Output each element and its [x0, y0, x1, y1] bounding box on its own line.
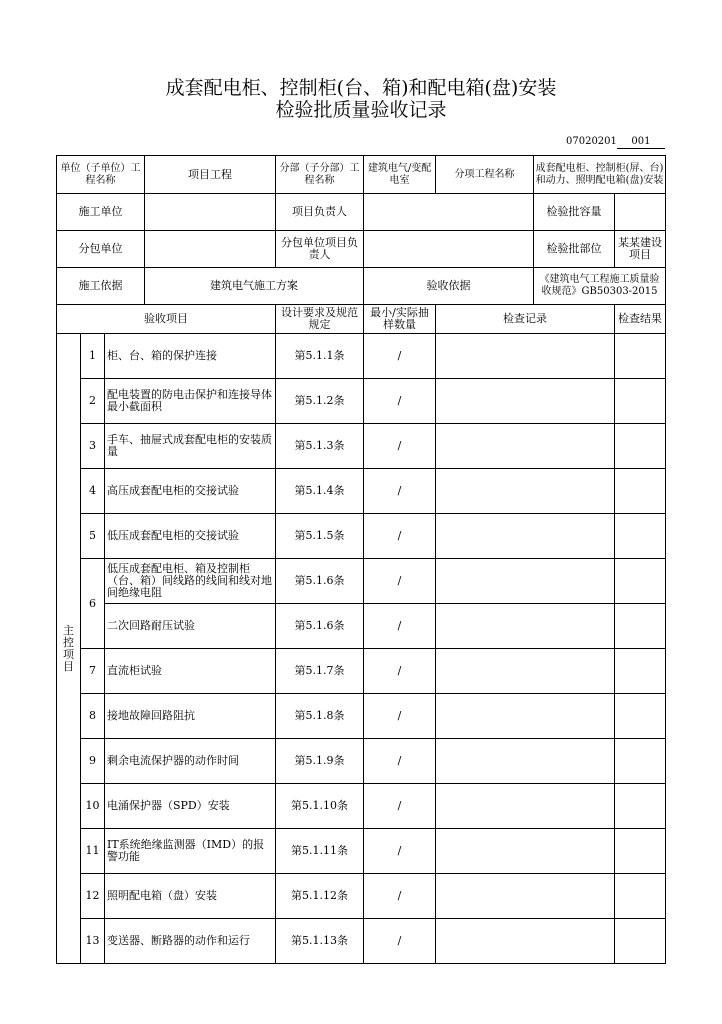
row-item-text: IT系统绝缘监测器（IMD）的报警功能 — [105, 829, 276, 874]
row-result — [615, 379, 666, 424]
table-row — [57, 739, 666, 784]
row-item-text: 高压成套配电柜的交接试验 — [105, 469, 276, 514]
row-sample: / — [364, 514, 436, 559]
contractor-value — [145, 194, 276, 231]
row-clause: 第5.1.6条 — [276, 604, 364, 649]
row-result — [615, 334, 666, 379]
project-label: 项目工程 — [145, 156, 276, 194]
row-number: 8 — [81, 694, 105, 739]
row-record — [436, 379, 615, 424]
row-clause: 第5.1.4条 — [276, 469, 364, 514]
pm-value — [364, 194, 534, 231]
row-record — [436, 829, 615, 874]
batch-capacity-value — [615, 194, 666, 231]
col-sample-header: 最小/实际抽样数量 — [364, 305, 436, 334]
row-record — [436, 514, 615, 559]
row-number: 7 — [81, 649, 105, 694]
table-row — [57, 379, 666, 424]
row-clause: 第5.1.13条 — [276, 919, 364, 964]
table-row — [57, 604, 666, 649]
item-name-label: 分项工程名称 — [436, 156, 534, 194]
accept-basis-label: 验收依据 — [364, 268, 534, 305]
basis-value: 建筑电气施工方案 — [145, 268, 364, 305]
row-item-text: 电涌保护器（SPD）安装 — [105, 784, 276, 829]
item-name-value: 成套配电柜、控制柜(屏、台)和动力、照明配电箱(盘)安装 — [534, 156, 666, 194]
row-result — [615, 514, 666, 559]
row-number: 11 — [81, 829, 105, 874]
row-record — [436, 604, 615, 649]
row-sample: / — [364, 649, 436, 694]
row-result — [615, 784, 666, 829]
row-sample: / — [364, 559, 436, 604]
row-result — [615, 559, 666, 604]
row-result — [615, 469, 666, 514]
form-code — [566, 136, 665, 149]
row-clause: 第5.1.2条 — [276, 379, 364, 424]
section-label — [57, 334, 81, 964]
row-item-text: 配电装置的防电击保护和连接导体最小截面积 — [105, 379, 276, 424]
row-clause: 第5.1.12条 — [276, 874, 364, 919]
row-clause: 第5.1.1条 — [276, 334, 364, 379]
row-sample: / — [364, 604, 436, 649]
form-title-line2: 检验批质量验收记录 — [275, 99, 447, 121]
row-number: 1 — [81, 334, 105, 379]
row-record — [436, 874, 615, 919]
header-row-2 — [57, 194, 666, 231]
row-result — [615, 649, 666, 694]
row-result — [615, 829, 666, 874]
table-row — [57, 334, 666, 379]
row-record — [436, 694, 615, 739]
header-row-3 — [57, 231, 666, 268]
row-number: 12 — [81, 874, 105, 919]
row-number: 4 — [81, 469, 105, 514]
row-number: 10 — [81, 784, 105, 829]
section-label-text: 主控项目 — [63, 623, 74, 673]
inspection-table — [56, 155, 666, 964]
row-item-text: 照明配电箱（盘）安装 — [105, 874, 276, 919]
row-item-text: 低压成套配电柜的交接试验 — [105, 514, 276, 559]
row-record — [436, 739, 615, 784]
row-sample: / — [364, 334, 436, 379]
row-clause: 第5.1.6条 — [276, 559, 364, 604]
header-row-4 — [57, 268, 666, 305]
row-item-text: 直流柜试验 — [105, 649, 276, 694]
form-code-prefix: 07020201 — [566, 136, 617, 147]
row-item-text: 接地故障回路阻抗 — [105, 694, 276, 739]
batch-part-value: 某某建设项目 — [615, 231, 666, 268]
accept-basis-value: 《建筑电气工程施工质量验收规范》GB50303-2015 — [534, 268, 666, 305]
row-number: 5 — [81, 514, 105, 559]
row-sample: / — [364, 919, 436, 964]
table-row — [57, 694, 666, 739]
row-sample: / — [364, 379, 436, 424]
row-item-text: 低压成套配电柜、箱及控制柜（台、箱）间线路的线间和线对地间绝缘电阻 — [105, 559, 276, 604]
row-number: 9 — [81, 739, 105, 784]
table-row — [57, 829, 666, 874]
row-item-text: 变送器、断路器的动作和运行 — [105, 919, 276, 964]
row-record — [436, 334, 615, 379]
row-clause: 第5.1.3条 — [276, 424, 364, 469]
table-row — [57, 919, 666, 964]
row-item-text: 剩余电流保护器的动作时间 — [105, 739, 276, 784]
row-result — [615, 694, 666, 739]
row-sample: / — [364, 694, 436, 739]
row-record — [436, 469, 615, 514]
row-number: 3 — [81, 424, 105, 469]
batch-capacity-label: 检验批容量 — [534, 194, 615, 231]
row-number: 6 — [81, 559, 105, 649]
table-row — [57, 649, 666, 694]
row-result — [615, 604, 666, 649]
table-row — [57, 514, 666, 559]
row-sample: / — [364, 874, 436, 919]
row-number: 13 — [81, 919, 105, 964]
row-result — [615, 919, 666, 964]
subcontractor-value — [145, 231, 276, 268]
row-item-text: 柜、台、箱的保护连接 — [105, 334, 276, 379]
col-result-header: 检查结果 — [615, 305, 666, 334]
col-design-header: 设计要求及规范规定 — [276, 305, 364, 334]
row-number: 2 — [81, 379, 105, 424]
row-clause: 第5.1.5条 — [276, 514, 364, 559]
subunit-label: 分部（子分部）工程名称 — [276, 156, 364, 194]
row-clause: 第5.1.8条 — [276, 694, 364, 739]
table-row — [57, 784, 666, 829]
row-record — [436, 784, 615, 829]
table-row — [57, 469, 666, 514]
row-record — [436, 649, 615, 694]
row-sample: / — [364, 424, 436, 469]
subunit-value: 建筑电气/变配电室 — [364, 156, 436, 194]
row-sample: / — [364, 739, 436, 784]
row-clause: 第5.1.9条 — [276, 739, 364, 784]
row-record — [436, 559, 615, 604]
table-row — [57, 874, 666, 919]
row-sample: / — [364, 469, 436, 514]
row-clause: 第5.1.11条 — [276, 829, 364, 874]
table-row — [57, 424, 666, 469]
col-item-header: 验收项目 — [57, 305, 276, 334]
col-record-header: 检查记录 — [436, 305, 615, 334]
row-record — [436, 424, 615, 469]
pm-label: 项目负责人 — [276, 194, 364, 231]
row-clause: 第5.1.7条 — [276, 649, 364, 694]
row-clause: 第5.1.10条 — [276, 784, 364, 829]
row-sample: / — [364, 829, 436, 874]
form-title-line1: 成套配电柜、控制柜(台、箱)和配电箱(盘)安装 — [165, 77, 557, 99]
row-record — [436, 919, 615, 964]
header-row-1 — [57, 156, 666, 194]
sub-pm-label: 分包单位项目负责人 — [276, 231, 364, 268]
sub-pm-value — [364, 231, 534, 268]
column-header-row — [57, 305, 666, 334]
basis-label: 施工依据 — [57, 268, 145, 305]
table-row — [57, 559, 666, 604]
row-item-text: 手车、抽屉式成套配电柜的安装质量 — [105, 424, 276, 469]
row-item-text: 二次回路耐压试验 — [105, 604, 276, 649]
contractor-label: 施工单位 — [57, 194, 145, 231]
unit-name-label: 单位（子单位）工程名称 — [57, 156, 145, 194]
main-control-items — [57, 334, 666, 964]
row-result — [615, 424, 666, 469]
batch-part-label: 检验批部位 — [534, 231, 615, 268]
row-result — [615, 739, 666, 784]
row-sample: / — [364, 784, 436, 829]
subcontractor-label: 分包单位 — [57, 231, 145, 268]
form-number: 001 — [617, 136, 665, 149]
row-result — [615, 874, 666, 919]
